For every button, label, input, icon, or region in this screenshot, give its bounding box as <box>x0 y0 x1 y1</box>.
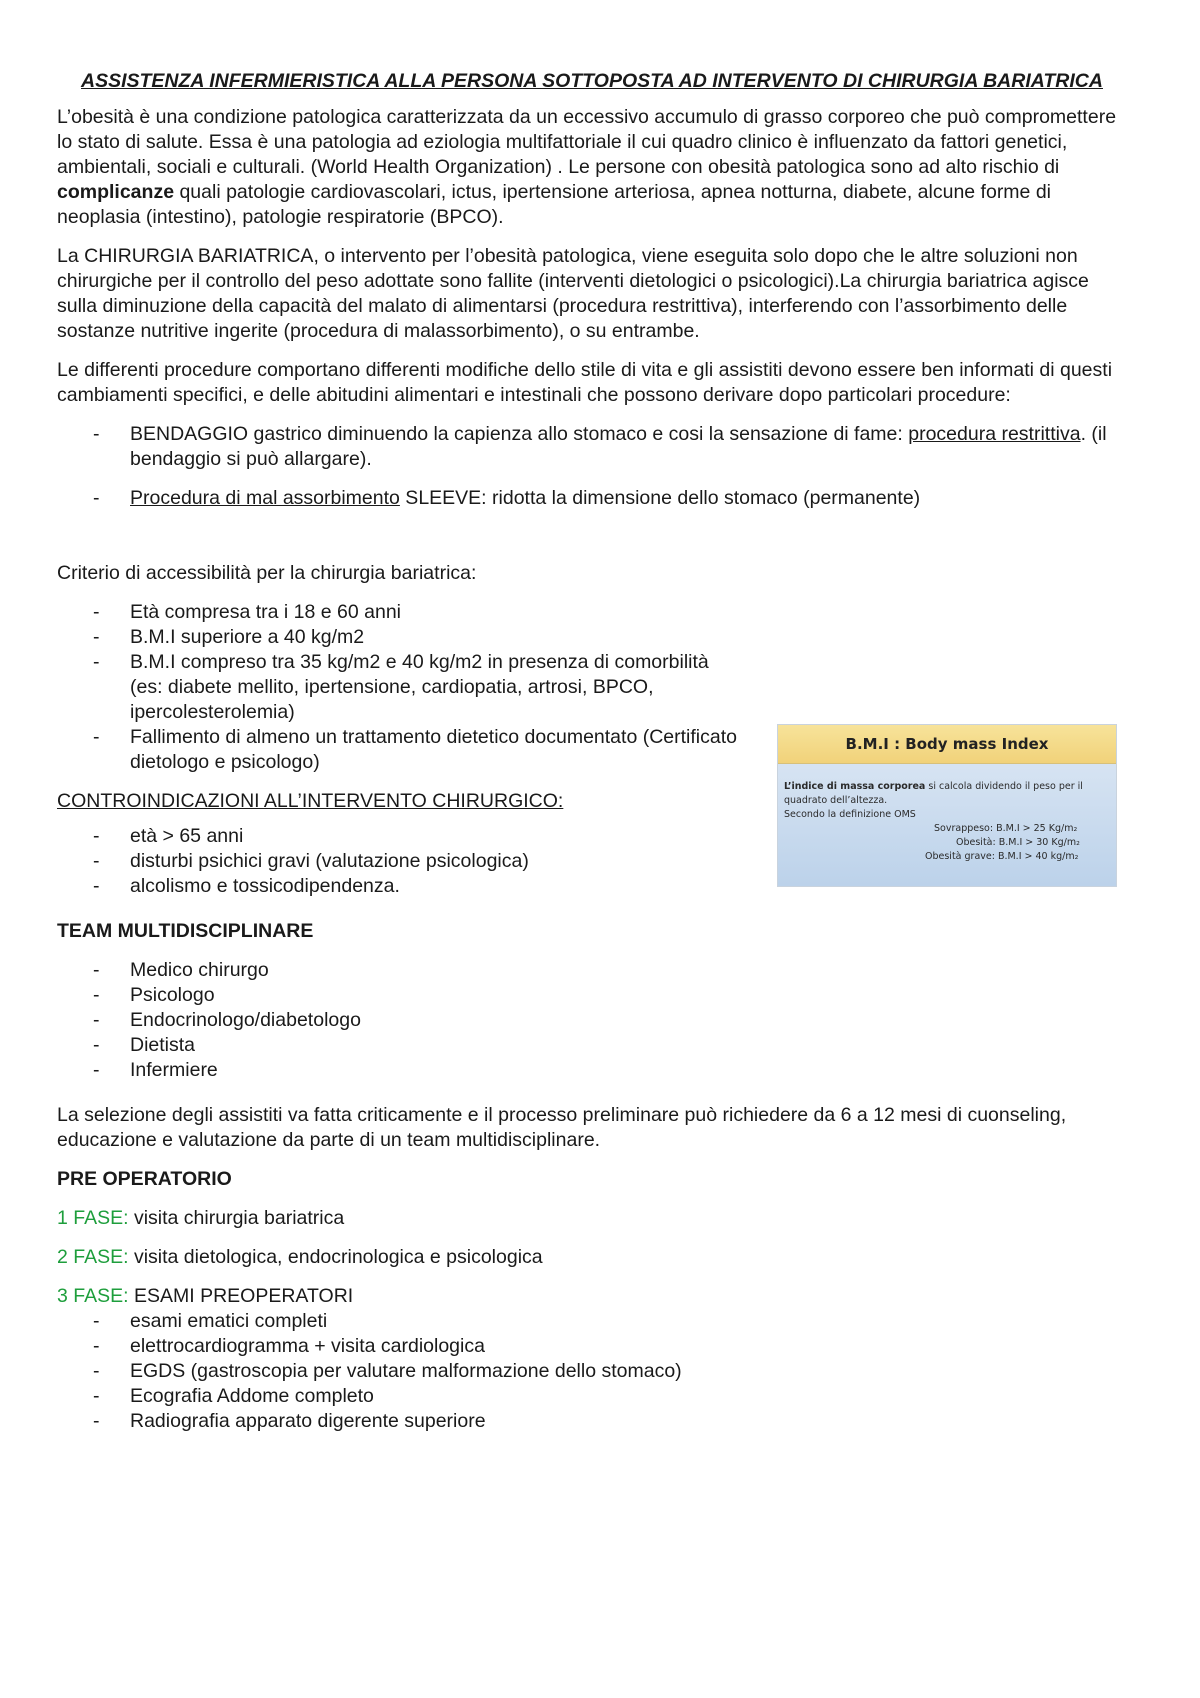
procedure-item <box>57 486 1127 511</box>
contraindication-item: - disturbi psichici gravi (valutazione psicologica) <box>57 849 1127 874</box>
intro-paragraph-1 <box>57 105 1127 230</box>
spacer <box>57 525 1127 561</box>
intro-paragraph-3: Le differenti procedure comportano differenti modifiche dello stile di vita e gli assistiti devono essere ben informati di questi cambiamenti specifici, e delle abitudini alimentari e intestinali che possono derivare dopo particolari procedure: <box>57 359 1113 406</box>
bmi-definition-text: si calcola dividendo il peso per il quadrato dell’altezza. <box>784 781 1083 806</box>
criteria-list <box>57 600 737 775</box>
intro-text-b: quali patologie cardiovascolari, ictus, ipertensione arteriosa, apnea notturna, diabete, alcune forme di neoplasia (intestino), patologie respiratorie (BPCO). <box>57 181 1051 228</box>
contraindication-item: - età > 65 anni <box>57 824 1127 849</box>
criteria-item: - B.M.I compreso tra 35 kg/m2 e 40 kg/m2 in presenza di comorbilità (es: diabete mellito, ipertensione, cardiopatia, artrosi, BPCO, ipercolesterolemia) <box>57 650 737 725</box>
document-title: ASSISTENZA INFERMIERISTICA ALLA PERSONA SOTTOPOSTA AD INTERVENTO DI CHIRURGIA BARIATRICA <box>81 70 1103 92</box>
procedures-list <box>57 422 1127 511</box>
procedure-text: BENDAGGIO gastrico diminuendo la capienza allo stomaco e cosi la sensazione di fame: <box>130 423 909 445</box>
team-member: - Medico chirurgo <box>57 958 1127 983</box>
procedure-type: procedura restrittiva <box>908 423 1081 445</box>
team-member: - Endocrinologo/diabetologo <box>57 1008 1127 1033</box>
procedure-type: Procedura di mal assorbimento <box>130 487 400 509</box>
intro-paragraph-2: La CHIRURGIA BARIATRICA, o intervento per l’obesità patologica, viene eseguita solo dopo che le altre soluzioni non chirurgiche per il controllo del peso adottate sono fallite (interventi dietologici o psicologici).La chirurgia bariatrica agisce sulla diminuzione della capacità del malato di alimentarsi (procedura restrittiva), interferendo con l’assorbimento delle sostanze nutritive ingerite (procedura di malassorbimento), o su entrambe. <box>57 245 1089 342</box>
exam-item: - Radiografia apparato digerente superiore <box>57 1409 1127 1434</box>
phase-text: ESAMI PREOPERATORI <box>128 1285 354 1307</box>
procedure-text: SLEEVE: ridotta la dimensione dello stomaco (permanente) <box>399 487 921 509</box>
phase-3 <box>57 1284 1127 1309</box>
team-heading: TEAM MULTIDISCIPLINARE <box>57 920 314 942</box>
intro-text-a: L’obesità è una condizione patologica caratterizzata da un eccessivo accumulo di grasso corporeo che può compromettere lo stato di salute. Essa è una patologia ad eziologia multifattoriale il cui quadro clinico è influenzato da fattori genetici, ambientali, sociali e culturali. (World Health Organization) . Le persone con obesità patologica sono ad alto rischio di <box>57 106 1117 178</box>
criteria-item: - Età compresa tra i 18 e 60 anni <box>57 600 737 625</box>
team-member: - Psicologo <box>57 983 1127 1008</box>
criteria-item: - B.M.I superiore a 40 kg/m2 <box>57 625 737 650</box>
team-member: - Infermiere <box>57 1058 1127 1083</box>
phase-label: 2 FASE: <box>57 1246 129 1268</box>
phase-label: 1 FASE: <box>57 1207 129 1229</box>
bmi-row-severe-obesity: Obesità grave: B.M.I > 40 kg/m₂ <box>925 851 1079 862</box>
procedure-note: . (il bendaggio si può allargare). <box>130 423 1107 470</box>
intro-bold-complicanze: complicanze <box>57 181 175 203</box>
exam-item: - esami ematici completi <box>57 1309 1127 1334</box>
phase-2 <box>57 1245 1127 1270</box>
exam-item: - EGDS (gastroscopia per valutare malformazione dello stomaco) <box>57 1359 1127 1384</box>
criteria-item: - Fallimento di almeno un trattamento dietetico documentato (Certificato dietologo e psicologo) <box>57 725 737 775</box>
contraindications-heading: CONTROINDICAZIONI ALL’INTERVENTO CHIRURGICO: <box>57 790 564 812</box>
phase-label: 3 FASE: <box>57 1285 129 1307</box>
bmi-info-box <box>777 724 1117 887</box>
selection-paragraph: La selezione degli assistiti va fatta criticamente e il processo preliminare può richiedere da 6 a 12 mesi di cuonseling, educazione e valutazione da parte di un team multidisciplinare. <box>57 1104 1067 1151</box>
bmi-definition <box>784 780 1110 808</box>
phase-1 <box>57 1206 1127 1231</box>
bmi-row-obesity: Obesità: B.M.I > 30 Kg/m₂ <box>956 837 1080 848</box>
criteria-heading: Criterio di accessibilità per la chirurgia bariatrica: <box>57 562 477 584</box>
phase-text: visita chirurgia bariatrica <box>128 1207 345 1229</box>
preop-heading: PRE OPERATORIO <box>57 1168 232 1190</box>
procedure-item <box>57 422 1127 472</box>
bmi-box-title: B.M.I : Body mass Index <box>778 725 1116 764</box>
exam-item: - elettrocardiogramma + visita cardiologica <box>57 1334 1127 1359</box>
bmi-box-body <box>778 764 1116 864</box>
phase-text: visita dietologica, endocrinologica e psicologica <box>128 1246 543 1268</box>
bmi-definition-bold: L’indice di massa corporea <box>784 781 926 792</box>
team-list <box>57 958 1127 1083</box>
exam-item: - Ecografia Addome completo <box>57 1384 1127 1409</box>
exams-list <box>57 1309 1127 1434</box>
bmi-row-overweight: Sovrappeso: B.M.I > 25 Kg/m₂ <box>934 823 1078 834</box>
contraindication-item: - alcolismo e tossicodipendenza. <box>57 874 1127 899</box>
bmi-oms-line: Secondo la definizione OMS <box>784 809 916 820</box>
team-member: - Dietista <box>57 1033 1127 1058</box>
